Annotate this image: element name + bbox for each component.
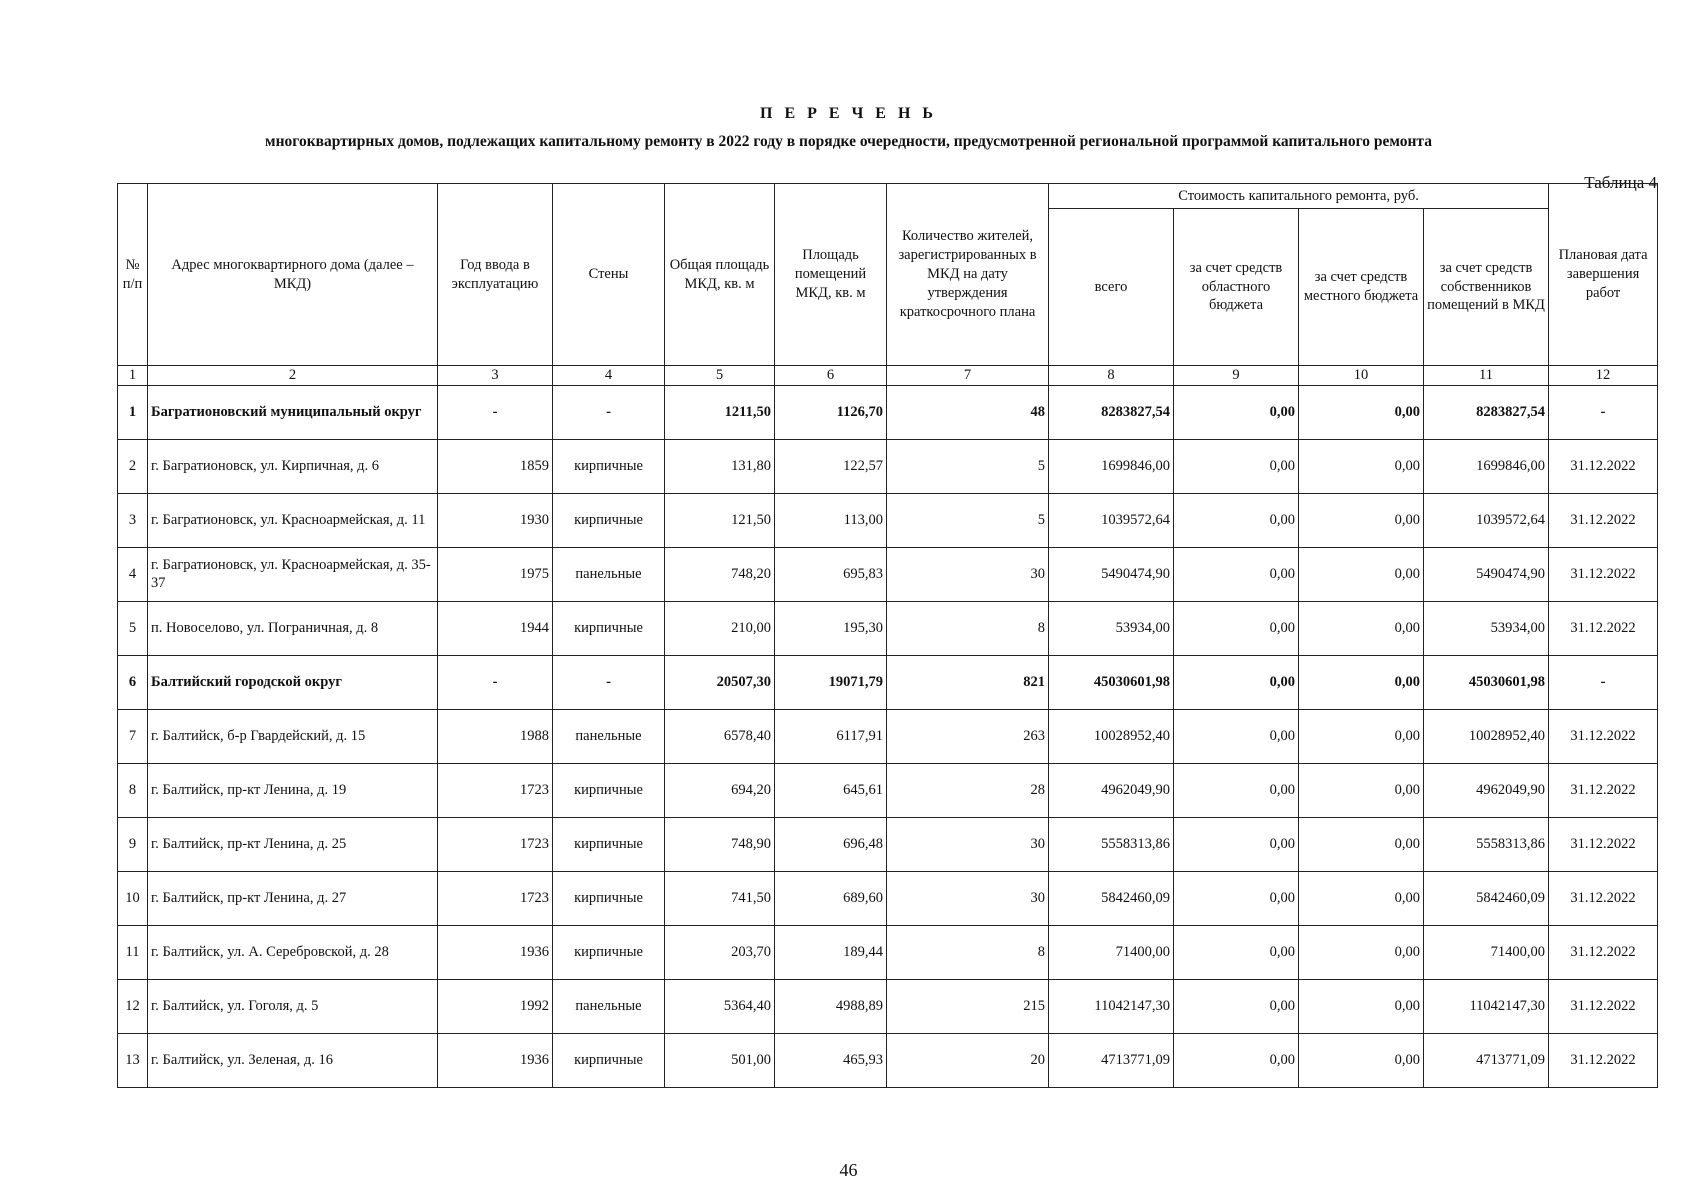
cell-cost-owners: 45030601,98 <box>1424 655 1549 709</box>
cell-cost-regional: 0,00 <box>1174 655 1299 709</box>
cell-cost-regional: 0,00 <box>1174 709 1299 763</box>
table-row <box>118 817 1658 871</box>
cell-cost-total: 45030601,98 <box>1049 655 1174 709</box>
cell-cost-local: 0,00 <box>1299 601 1424 655</box>
cell-num: 6 <box>118 655 148 709</box>
cell-cost-owners: 10028952,40 <box>1424 709 1549 763</box>
header-total-area: Общая площадь МКД, кв. м <box>665 184 775 366</box>
cell-cost-owners: 1699846,00 <box>1424 439 1549 493</box>
cell-cost-regional: 0,00 <box>1174 871 1299 925</box>
cell-year: 1992 <box>438 979 553 1033</box>
cell-residents: 215 <box>887 979 1049 1033</box>
cell-premises-area: 189,44 <box>775 925 887 979</box>
cell-planned-date: 31.12.2022 <box>1549 601 1658 655</box>
cell-premises-area: 465,93 <box>775 1033 887 1087</box>
cell-premises-area: 4988,89 <box>775 979 887 1033</box>
table-row <box>118 709 1658 763</box>
cell-cost-owners: 1039572,64 <box>1424 493 1549 547</box>
col-number: 1 <box>118 366 148 386</box>
cell-cost-total: 5490474,90 <box>1049 547 1174 601</box>
cell-cost-total: 53934,00 <box>1049 601 1174 655</box>
cell-year: 1859 <box>438 439 553 493</box>
cell-cost-total: 10028952,40 <box>1049 709 1174 763</box>
header-cost-group: Стоимость капитального ремонта, руб. <box>1049 184 1549 209</box>
cell-cost-local: 0,00 <box>1299 385 1424 439</box>
cell-cost-local: 0,00 <box>1299 979 1424 1033</box>
cell-address: г. Балтийск, пр-кт Ленина, д. 27 <box>148 871 438 925</box>
col-number: 4 <box>553 366 665 386</box>
cell-cost-owners: 11042147,30 <box>1424 979 1549 1033</box>
cell-address: г. Балтийск, пр-кт Ленина, д. 19 <box>148 763 438 817</box>
cell-cost-total: 1699846,00 <box>1049 439 1174 493</box>
cell-total-area: 131,80 <box>665 439 775 493</box>
table-row <box>118 655 1658 709</box>
cell-cost-local: 0,00 <box>1299 439 1424 493</box>
cell-total-area: 501,00 <box>665 1033 775 1087</box>
cell-walls: кирпичные <box>553 439 665 493</box>
cell-premises-area: 689,60 <box>775 871 887 925</box>
cell-address: г. Багратионовск, ул. Красноармейская, д. 11 <box>148 493 438 547</box>
cell-cost-owners: 71400,00 <box>1424 925 1549 979</box>
table-row <box>118 1033 1658 1087</box>
cell-premises-area: 19071,79 <box>775 655 887 709</box>
cell-num: 11 <box>118 925 148 979</box>
table-body <box>118 385 1658 1087</box>
header-cost-local: за счет средств местного бюджета <box>1299 209 1424 366</box>
cell-total-area: 694,20 <box>665 763 775 817</box>
cell-cost-owners: 4962049,90 <box>1424 763 1549 817</box>
cell-premises-area: 695,83 <box>775 547 887 601</box>
table-row <box>118 601 1658 655</box>
cell-cost-local: 0,00 <box>1299 1033 1424 1087</box>
cell-premises-area: 6117,91 <box>775 709 887 763</box>
cell-cost-total: 71400,00 <box>1049 925 1174 979</box>
cell-premises-area: 1126,70 <box>775 385 887 439</box>
document-subtitle: многоквартирных домов, подлежащих капитальному ремонту в 2022 году в порядке очередности, предусмотренной региональной программой капитального ремонта <box>265 133 1432 150</box>
cell-cost-local: 0,00 <box>1299 655 1424 709</box>
cell-address: г. Багратионовск, ул. Кирпичная, д. 6 <box>148 439 438 493</box>
cell-total-area: 748,90 <box>665 817 775 871</box>
cell-cost-regional: 0,00 <box>1174 925 1299 979</box>
cell-cost-total: 4713771,09 <box>1049 1033 1174 1087</box>
cell-planned-date: 31.12.2022 <box>1549 1033 1658 1087</box>
cell-cost-local: 0,00 <box>1299 763 1424 817</box>
cell-cost-owners: 8283827,54 <box>1424 385 1549 439</box>
table-row <box>118 979 1658 1033</box>
cell-total-area: 5364,40 <box>665 979 775 1033</box>
cell-planned-date: 31.12.2022 <box>1549 763 1658 817</box>
col-number: 8 <box>1049 366 1174 386</box>
cell-cost-regional: 0,00 <box>1174 439 1299 493</box>
cell-num: 3 <box>118 493 148 547</box>
cell-planned-date: 31.12.2022 <box>1549 817 1658 871</box>
cell-premises-area: 696,48 <box>775 817 887 871</box>
col-number: 5 <box>665 366 775 386</box>
header-cost-regional: за счет средств областного бюджета <box>1174 209 1299 366</box>
cell-residents: 8 <box>887 925 1049 979</box>
cell-cost-owners: 5558313,86 <box>1424 817 1549 871</box>
table-label: Таблица 4 <box>1584 173 1657 192</box>
cell-residents: 28 <box>887 763 1049 817</box>
cell-num: 10 <box>118 871 148 925</box>
cell-residents: 5 <box>887 493 1049 547</box>
cell-year: 1988 <box>438 709 553 763</box>
cell-year: 1723 <box>438 871 553 925</box>
cell-year: 1975 <box>438 547 553 601</box>
cell-year: - <box>438 655 553 709</box>
table-row <box>118 493 1658 547</box>
cell-cost-regional: 0,00 <box>1174 979 1299 1033</box>
header-cost-owners: за счет средств собственников помещений в МКД <box>1424 209 1549 366</box>
cell-cost-total: 5558313,86 <box>1049 817 1174 871</box>
cell-cost-regional: 0,00 <box>1174 547 1299 601</box>
cell-planned-date: - <box>1549 385 1658 439</box>
cell-cost-regional: 0,00 <box>1174 493 1299 547</box>
cell-walls: панельные <box>553 979 665 1033</box>
table-row <box>118 385 1658 439</box>
cell-address: г. Балтийск, б-р Гвардейский, д. 15 <box>148 709 438 763</box>
cell-address: Балтийский городской округ <box>148 655 438 709</box>
cell-num: 9 <box>118 817 148 871</box>
table-row <box>118 439 1658 493</box>
cell-residents: 30 <box>887 817 1049 871</box>
cell-cost-total: 1039572,64 <box>1049 493 1174 547</box>
cell-num: 2 <box>118 439 148 493</box>
header-num: № п/п <box>118 184 148 366</box>
cell-premises-area: 113,00 <box>775 493 887 547</box>
col-number: 6 <box>775 366 887 386</box>
col-number: 12 <box>1549 366 1658 386</box>
cell-year: 1723 <box>438 817 553 871</box>
cell-address: г. Балтийск, ул. Зеленая, д. 16 <box>148 1033 438 1087</box>
cell-walls: - <box>553 655 665 709</box>
cell-total-area: 210,00 <box>665 601 775 655</box>
cell-cost-owners: 5490474,90 <box>1424 547 1549 601</box>
cell-planned-date: 31.12.2022 <box>1549 547 1658 601</box>
cell-residents: 20 <box>887 1033 1049 1087</box>
cell-cost-local: 0,00 <box>1299 547 1424 601</box>
col-number: 9 <box>1174 366 1299 386</box>
cell-residents: 8 <box>887 601 1049 655</box>
col-number: 11 <box>1424 366 1549 386</box>
cell-planned-date: 31.12.2022 <box>1549 979 1658 1033</box>
cell-walls: панельные <box>553 547 665 601</box>
header-planned-date: Плановая дата завершения работ <box>1549 184 1658 366</box>
header-address: Адрес многоквартирного дома (далее – МКД) <box>148 184 438 366</box>
cell-total-area: 121,50 <box>665 493 775 547</box>
header-residents: Количество жителей, зарегистрированных в МКД на дату утверждения краткосрочного плана <box>887 184 1049 366</box>
cell-cost-owners: 53934,00 <box>1424 601 1549 655</box>
cell-year: 1944 <box>438 601 553 655</box>
cell-cost-total: 4962049,90 <box>1049 763 1174 817</box>
cell-total-area: 20507,30 <box>665 655 775 709</box>
cell-walls: кирпичные <box>553 925 665 979</box>
col-number: 2 <box>148 366 438 386</box>
cell-walls: - <box>553 385 665 439</box>
cell-walls: кирпичные <box>553 601 665 655</box>
cell-address: Багратионовский муниципальный округ <box>148 385 438 439</box>
cell-residents: 821 <box>887 655 1049 709</box>
cell-planned-date: 31.12.2022 <box>1549 493 1658 547</box>
header-cost-total: всего <box>1049 209 1174 366</box>
cell-cost-local: 0,00 <box>1299 925 1424 979</box>
col-number: 10 <box>1299 366 1424 386</box>
cell-cost-total: 8283827,54 <box>1049 385 1174 439</box>
cell-num: 13 <box>118 1033 148 1087</box>
table-row <box>118 763 1658 817</box>
cell-year: 1930 <box>438 493 553 547</box>
cell-residents: 48 <box>887 385 1049 439</box>
table-row <box>118 871 1658 925</box>
cell-residents: 30 <box>887 547 1049 601</box>
cell-address: г. Багратионовск, ул. Красноармейская, д. 35-37 <box>148 547 438 601</box>
cell-planned-date: 31.12.2022 <box>1549 871 1658 925</box>
cell-premises-area: 645,61 <box>775 763 887 817</box>
cell-num: 7 <box>118 709 148 763</box>
cell-num: 12 <box>118 979 148 1033</box>
page-number: 46 <box>839 1160 858 1180</box>
cell-cost-regional: 0,00 <box>1174 601 1299 655</box>
document-title: П Е Р Е Ч Е Н Ь <box>760 105 937 122</box>
cell-total-area: 6578,40 <box>665 709 775 763</box>
cell-residents: 30 <box>887 871 1049 925</box>
cell-address: г. Балтийск, ул. Гоголя, д. 5 <box>148 979 438 1033</box>
cell-walls: кирпичные <box>553 817 665 871</box>
cell-total-area: 203,70 <box>665 925 775 979</box>
col-number: 7 <box>887 366 1049 386</box>
column-number-row <box>118 366 1658 386</box>
cell-total-area: 748,20 <box>665 547 775 601</box>
cell-premises-area: 122,57 <box>775 439 887 493</box>
cell-cost-total: 5842460,09 <box>1049 871 1174 925</box>
cell-num: 1 <box>118 385 148 439</box>
cell-cost-regional: 0,00 <box>1174 385 1299 439</box>
cell-year: 1936 <box>438 1033 553 1087</box>
cell-walls: панельные <box>553 709 665 763</box>
cell-num: 5 <box>118 601 148 655</box>
cell-year: - <box>438 385 553 439</box>
cell-address: г. Балтийск, ул. А. Серебровской, д. 28 <box>148 925 438 979</box>
cell-walls: кирпичные <box>553 1033 665 1087</box>
cell-address: г. Балтийск, пр-кт Ленина, д. 25 <box>148 817 438 871</box>
header-year: Год ввода в эксплуатацию <box>438 184 553 366</box>
cell-cost-owners: 5842460,09 <box>1424 871 1549 925</box>
cell-num: 8 <box>118 763 148 817</box>
cell-year: 1936 <box>438 925 553 979</box>
cell-premises-area: 195,30 <box>775 601 887 655</box>
table-row <box>118 925 1658 979</box>
cell-cost-regional: 0,00 <box>1174 1033 1299 1087</box>
cell-planned-date: 31.12.2022 <box>1549 709 1658 763</box>
cell-total-area: 741,50 <box>665 871 775 925</box>
cell-year: 1723 <box>438 763 553 817</box>
cell-residents: 263 <box>887 709 1049 763</box>
cell-cost-regional: 0,00 <box>1174 817 1299 871</box>
cell-cost-local: 0,00 <box>1299 709 1424 763</box>
cell-planned-date: 31.12.2022 <box>1549 925 1658 979</box>
cell-walls: кирпичные <box>553 763 665 817</box>
header-walls: Стены <box>553 184 665 366</box>
cell-cost-total: 11042147,30 <box>1049 979 1174 1033</box>
cell-planned-date: 31.12.2022 <box>1549 439 1658 493</box>
col-number: 3 <box>438 366 553 386</box>
cell-num: 4 <box>118 547 148 601</box>
table-header <box>118 184 1658 386</box>
cell-cost-owners: 4713771,09 <box>1424 1033 1549 1087</box>
cell-walls: кирпичные <box>553 871 665 925</box>
cell-residents: 5 <box>887 439 1049 493</box>
cell-address: п. Новоселово, ул. Пограничная, д. 8 <box>148 601 438 655</box>
table-row <box>118 547 1658 601</box>
header-premises-area: Площадь помещений МКД, кв. м <box>775 184 887 366</box>
cell-cost-local: 0,00 <box>1299 817 1424 871</box>
cell-cost-regional: 0,00 <box>1174 763 1299 817</box>
repair-list-table <box>117 183 1658 1088</box>
cell-walls: кирпичные <box>553 493 665 547</box>
cell-planned-date: - <box>1549 655 1658 709</box>
cell-cost-local: 0,00 <box>1299 871 1424 925</box>
cell-cost-local: 0,00 <box>1299 493 1424 547</box>
cell-total-area: 1211,50 <box>665 385 775 439</box>
